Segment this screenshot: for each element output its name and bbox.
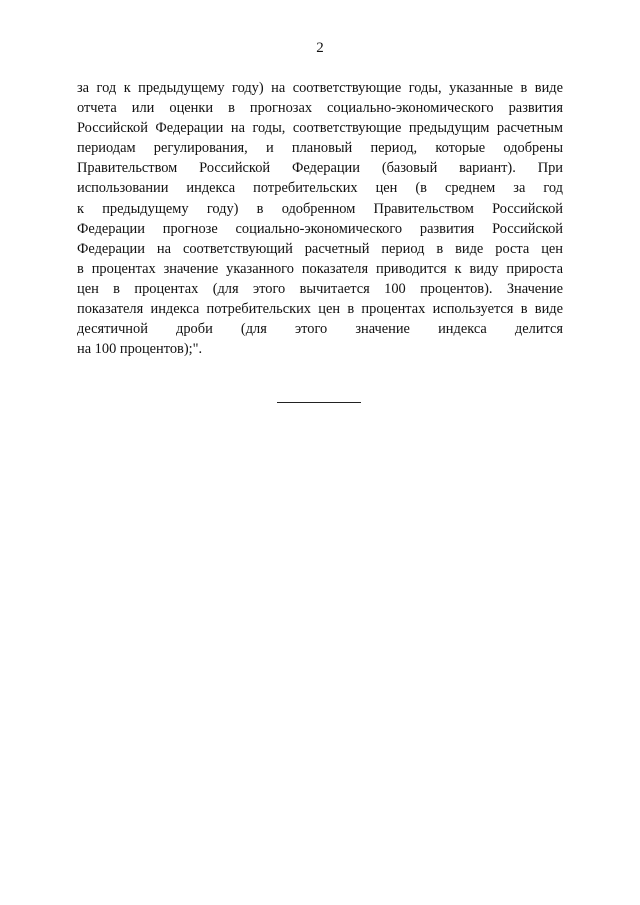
paragraph-line: за год к предыдущему году) на соответствующие годы, указанные в виде: [77, 80, 563, 96]
paragraph-line: в процентах значение указанного показателя приводится к виду прироста: [77, 260, 563, 277]
paragraph-line: к предыдущему году) в одобренном Правительством Российской: [77, 200, 563, 217]
paragraph-line: Российской Федерации на годы, соответствующие предыдущим расчетным: [77, 120, 563, 137]
paragraph-line: Федерации на соответствующий расчетный период в виде роста цен: [77, 240, 563, 257]
paragraph-line: на 100 процентов);".: [77, 341, 203, 358]
paragraph-line: периодам регулирования, и плановый период, которые одобрены: [77, 140, 563, 157]
paragraph-line: показателя индекса потребительских цен в процентах используется в виде: [77, 301, 563, 318]
end-divider: [277, 402, 361, 403]
paragraph-line: десятичной дроби (для этого значение индекса делится: [77, 321, 563, 338]
page-number: 2: [316, 40, 324, 56]
paragraph-line: цен в процентах (для этого вычитается 100 процентов). Значение: [77, 280, 563, 297]
paragraph-line: Федерации прогнозе социально-экономического развития Российской: [77, 220, 563, 237]
body-paragraph: [77, 78, 563, 359]
paragraph-line: использовании индекса потребительских цен (в среднем за год: [77, 180, 563, 197]
paragraph-line: Правительством Российской Федерации (базовый вариант). При: [77, 160, 563, 177]
paragraph-line: отчета или оценки в прогнозах социально-экономического развития: [77, 100, 563, 117]
